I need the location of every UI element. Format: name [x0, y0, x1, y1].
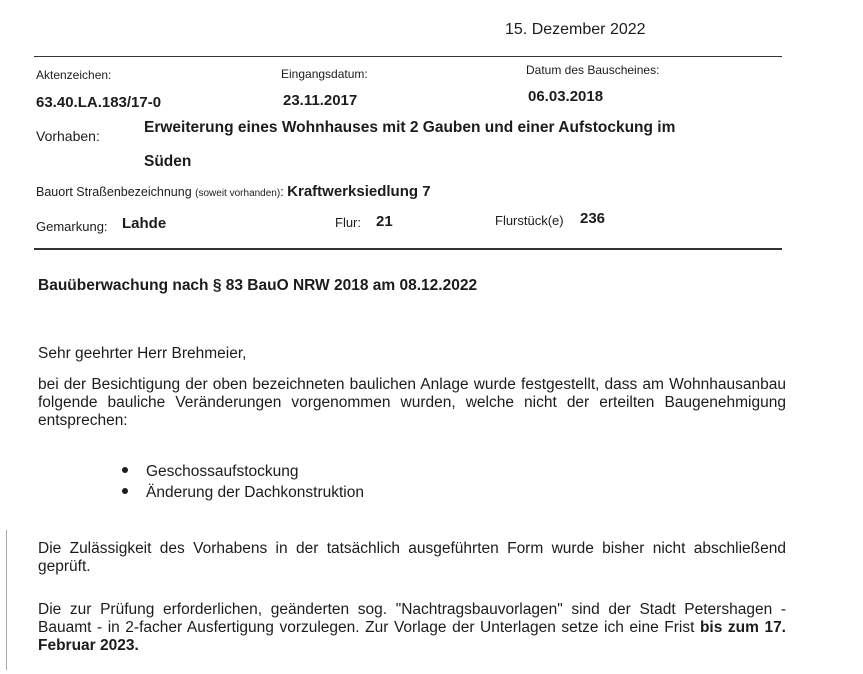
deadline-text: Die zur Prüfung erforderlichen, geänderten sog. "Nachtragsbauvorlagen" sind der Stadt Petershagen - Bauamt - in 2-facher Ausfertigung vorzulegen. Zur Vorlage der Unterlagen setze ich eine Frist	[38, 601, 786, 636]
header-bottom-rule	[34, 248, 782, 250]
flur-value: 21	[376, 213, 393, 230]
letter-date: 15. Dezember 2022	[505, 21, 646, 38]
bullet-text: Änderung der Dachkonstruktion	[146, 484, 364, 501]
flur-label: Flur:	[335, 215, 361, 230]
vorhaben-line2: Süden	[144, 153, 192, 170]
aktenzeichen-label: Aktenzeichen:	[36, 68, 112, 82]
bauschein-label: Datum des Bauscheines:	[526, 63, 660, 77]
bullet-text: Geschossaufstockung	[146, 463, 299, 480]
paragraph-findings: bei der Besichtigung der oben bezeichneten baulichen Anlage wurde festgestellt, dass am Wohnhausanbau folgende bauliche Veränderungen vorgenommen wurden, welche nicht der erteilten Baugenehmigung entsprechen:	[38, 376, 786, 429]
bauort-note: (soweit vorhanden)	[195, 188, 281, 199]
eingangsdatum-value: 23.11.2017	[283, 92, 358, 109]
gemarkung-label: Gemarkung:	[36, 219, 108, 234]
paragraph-admissibility: Die Zulässigkeit des Vorhabens in der tatsächlich ausgeführten Form wurde bisher nicht abschließend geprüft.	[38, 540, 786, 575]
bullet-dot-icon	[122, 467, 128, 473]
eingangsdatum-label: Eingangsdatum:	[281, 67, 368, 81]
deadline-date: bis zum 17. Februar 2023.	[38, 619, 786, 654]
salutation: Sehr geehrter Herr Brehmeier,	[38, 345, 247, 362]
bauort-value: Kraftwerksiedlung 7	[287, 183, 431, 200]
header-top-rule	[34, 56, 782, 57]
bauort-label: Bauort Straßenbezeichnung	[36, 185, 192, 199]
bauort-row	[36, 183, 431, 200]
flurstueck-value: 236	[580, 210, 606, 227]
bauort-colon: :	[280, 185, 284, 199]
aktenzeichen-value: 63.40.LA.183/17-0	[36, 94, 162, 111]
scan-edge-line	[6, 530, 7, 670]
bullet-dot-icon	[122, 488, 128, 494]
vorhaben-line1: Erweiterung eines Wohnhauses mit 2 Gauben und einer Aufstockung im	[144, 119, 676, 136]
paragraph-deadline	[38, 601, 786, 655]
subject-line: Bauüberwachung nach § 83 BauO NRW 2018 am 08.12.2022	[38, 277, 478, 294]
vorhaben-label: Vorhaben:	[36, 128, 100, 144]
flurstueck-label: Flurstück(e)	[495, 213, 564, 228]
bullet-item	[122, 463, 299, 481]
gemarkung-value: Lahde	[122, 215, 167, 232]
bauschein-value: 06.03.2018	[528, 88, 604, 105]
bullet-item	[122, 484, 364, 502]
